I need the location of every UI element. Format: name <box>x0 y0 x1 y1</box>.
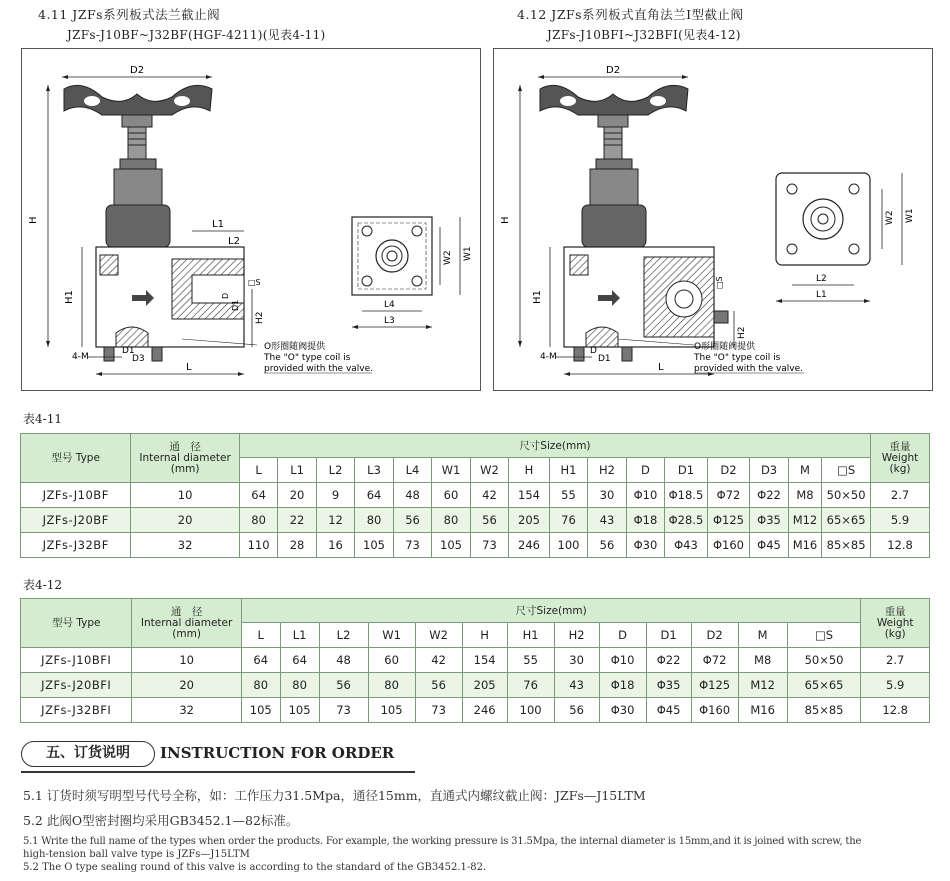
size-col-header: □S <box>822 458 871 483</box>
cell-size: Φ30 <box>626 533 664 558</box>
header-model: 型号 Type <box>21 599 132 648</box>
size-col-header: D <box>626 458 664 483</box>
cell-size: 56 <box>554 698 599 723</box>
cell-size: Φ160 <box>691 698 738 723</box>
cell-size: 22 <box>278 508 316 533</box>
cell-size: 55 <box>507 648 554 673</box>
cell-size: Φ43 <box>665 533 708 558</box>
valve-drawing-412 <box>494 49 932 390</box>
order-heading-rule <box>21 771 415 773</box>
dim-s-label: □S <box>248 278 261 287</box>
size-col-header: M <box>788 458 821 483</box>
header-weight <box>871 434 930 483</box>
table-411-label: 表4-11 <box>23 412 62 426</box>
dim-w1-label: W1 <box>463 246 473 261</box>
cell-size: 110 <box>239 533 277 558</box>
size-col-header: D1 <box>646 623 691 648</box>
cell-size: 73 <box>393 533 431 558</box>
header-diameter <box>131 434 239 483</box>
cell-size: 43 <box>554 673 599 698</box>
order-p1-en-a: 5.1 Write the full name of the types when order the products. For example, the working pressure is 31.5Mpa, the internal diameter is 15mm,and it is joined with screw, the <box>23 836 862 847</box>
cell-size: 105 <box>241 698 280 723</box>
cell-size: 30 <box>588 483 626 508</box>
cell-size: Φ45 <box>646 698 691 723</box>
order-p2-cn: 5.2 此阀O型密封圈均采用GB3452.1—82标准。 <box>23 813 299 828</box>
cell-diameter: 20 <box>132 673 241 698</box>
cell-model: JZFs-J32BF <box>21 533 131 558</box>
size-col-header: L <box>241 623 280 648</box>
cell-size: Φ35 <box>646 673 691 698</box>
cell-size: 56 <box>393 508 431 533</box>
cell-weight: 5.9 <box>871 508 930 533</box>
cell-size: 64 <box>239 483 277 508</box>
cell-size: 76 <box>549 508 587 533</box>
cell-size: 85×85 <box>822 533 871 558</box>
header-weight-unit: (kg) <box>884 627 906 640</box>
cell-size: 80 <box>432 508 470 533</box>
cell-size: 205 <box>462 673 507 698</box>
dim-h2-label: H2 <box>737 326 747 339</box>
dim-d1-label: D1 <box>231 299 240 311</box>
cell-weight: 12.8 <box>861 698 930 723</box>
cell-diameter: 10 <box>131 483 239 508</box>
cell-size: Φ45 <box>750 533 788 558</box>
cell-size: 50×50 <box>787 648 861 673</box>
cell-size: 16 <box>316 533 354 558</box>
table-row <box>21 483 930 508</box>
dim-d2-label: D2 <box>130 65 145 76</box>
size-col-header: M <box>738 623 787 648</box>
table-row <box>21 533 930 558</box>
size-col-header: H1 <box>507 623 554 648</box>
header-weight-en: Weight <box>876 616 914 629</box>
cell-size: 65×65 <box>787 673 861 698</box>
cell-model: JZFs-J20BF <box>21 508 131 533</box>
size-col-header: H2 <box>554 623 599 648</box>
dim-d1-label: D1 <box>598 354 611 364</box>
dim-l4-label: L4 <box>384 300 395 310</box>
order-p2-en: 5.2 The O type sealing round of this valve is according to the standard of the GB3452.1-82. <box>23 862 487 873</box>
cell-weight: 5.9 <box>861 673 930 698</box>
oring-note-en1: The "O" type coil is <box>694 353 781 363</box>
dim-l-label: L <box>658 362 664 373</box>
cell-size: 30 <box>554 648 599 673</box>
header-diameter-en: Internal diameter <box>140 616 233 629</box>
header-diameter <box>132 599 241 648</box>
cell-size: 105 <box>432 533 470 558</box>
dim-s-label: □S <box>715 276 724 289</box>
dim-d2-label: D2 <box>606 65 621 76</box>
cell-size: Φ35 <box>750 508 788 533</box>
size-col-header: H1 <box>549 458 587 483</box>
header-diameter-unit: (mm) <box>172 627 201 640</box>
cell-diameter: 32 <box>132 698 241 723</box>
header-weight-cn: 重量 <box>884 605 906 618</box>
section-411-subtitle: JZFs-J10BF~J32BF(HGF-4211)(见表4-11) <box>67 28 326 42</box>
order-heading-en: INSTRUCTION FOR ORDER <box>160 744 395 762</box>
cell-size: 55 <box>549 483 587 508</box>
size-col-header: H2 <box>588 458 626 483</box>
dim-d3-label: D3 <box>132 354 145 364</box>
cell-size: 105 <box>368 698 415 723</box>
cell-model: JZFs-J10BFI <box>21 648 132 673</box>
dim-l3-label: L3 <box>384 316 395 326</box>
table-row <box>21 508 930 533</box>
header-model: 型号 Type <box>21 434 131 483</box>
cell-size: 56 <box>470 508 508 533</box>
size-col-header: D2 <box>691 623 738 648</box>
size-col-header: L3 <box>355 458 393 483</box>
oring-note-cn: O形圈随阀提供 <box>264 342 326 352</box>
dim-w2-label: W2 <box>443 250 453 265</box>
cell-size: 73 <box>319 698 368 723</box>
size-col-header: W2 <box>470 458 508 483</box>
cell-size: 64 <box>355 483 393 508</box>
size-col-header: D2 <box>707 458 750 483</box>
cell-size: 80 <box>368 673 415 698</box>
size-col-header: L2 <box>319 623 368 648</box>
cell-size: 48 <box>393 483 431 508</box>
dim-m-label: 4-M <box>540 352 557 362</box>
cell-size: 246 <box>462 698 507 723</box>
cell-size: 154 <box>509 483 550 508</box>
size-col-header: L1 <box>280 623 319 648</box>
size-col-header: L4 <box>393 458 431 483</box>
header-weight-en: Weight <box>881 451 919 464</box>
oring-note-cn: O形圈随阀提供 <box>694 342 756 352</box>
cell-size: 76 <box>507 673 554 698</box>
cell-model: JZFs-J20BFI <box>21 673 132 698</box>
cell-size: Φ22 <box>646 648 691 673</box>
cell-size: 42 <box>470 483 508 508</box>
cell-size: 28 <box>278 533 316 558</box>
order-p1-cn: 5.1 订货时须写明型号代号全称，如：工作压力31.5Mpa，通径15mm，直通式内螺纹截止阀：JZFs—J15LTM <box>23 788 646 803</box>
cell-size: Φ10 <box>626 483 664 508</box>
table-row <box>21 648 930 673</box>
cell-size: 60 <box>368 648 415 673</box>
cell-size: 80 <box>355 508 393 533</box>
cell-size: 64 <box>241 648 280 673</box>
table-row <box>21 673 930 698</box>
size-col-header: L <box>239 458 277 483</box>
dim-h1-label: H1 <box>532 290 543 304</box>
cell-size: 205 <box>509 508 550 533</box>
cell-weight: 2.7 <box>861 648 930 673</box>
oring-note-en1: The "O" type coil is <box>264 353 351 363</box>
cell-size: Φ18.5 <box>665 483 708 508</box>
cell-size: Φ30 <box>599 698 646 723</box>
dim-h1-label: H1 <box>64 290 75 304</box>
cell-size: Φ72 <box>691 648 738 673</box>
cell-size: 100 <box>549 533 587 558</box>
dim-l2-label: L2 <box>816 274 827 284</box>
cell-size: 85×85 <box>787 698 861 723</box>
dim-w2-label: W2 <box>885 210 895 225</box>
cell-size: Φ72 <box>707 483 750 508</box>
cell-size: M8 <box>738 648 787 673</box>
cell-size: 43 <box>588 508 626 533</box>
cell-size: M12 <box>738 673 787 698</box>
cell-size: 42 <box>415 648 462 673</box>
cell-size: 9 <box>316 483 354 508</box>
dim-m-label: 4-M <box>72 352 89 362</box>
cell-model: JZFs-J32BFI <box>21 698 132 723</box>
order-heading-cn: 五、订货说明 <box>21 741 155 767</box>
size-col-header: D1 <box>665 458 708 483</box>
size-col-header: H <box>509 458 550 483</box>
cell-weight: 12.8 <box>871 533 930 558</box>
cell-size: 20 <box>278 483 316 508</box>
cell-size: M16 <box>738 698 787 723</box>
size-col-header: D <box>599 623 646 648</box>
oring-note-en2: provided with the valve. <box>264 364 374 374</box>
dim-l1-label: L1 <box>816 290 827 300</box>
size-col-header: W1 <box>432 458 470 483</box>
cell-size: 12 <box>316 508 354 533</box>
dim-h2-label: H2 <box>255 311 265 324</box>
valve-drawing-411 <box>22 49 480 390</box>
cell-size: Φ22 <box>750 483 788 508</box>
cell-size: 154 <box>462 648 507 673</box>
table-row <box>21 698 930 723</box>
size-col-header: L1 <box>278 458 316 483</box>
cell-size: Φ28.5 <box>665 508 708 533</box>
section-412-title: 4.12 JZFs系列板式直角法兰I型截止阀 <box>517 7 744 22</box>
header-weight-unit: (kg) <box>889 462 911 475</box>
header-diameter-cn: 通 径 <box>170 605 203 618</box>
cell-size: 100 <box>507 698 554 723</box>
cell-size: Φ18 <box>626 508 664 533</box>
dim-d-label: D <box>590 346 597 356</box>
cell-size: 80 <box>239 508 277 533</box>
cell-size: 246 <box>509 533 550 558</box>
cell-diameter: 32 <box>131 533 239 558</box>
size-col-header: W2 <box>415 623 462 648</box>
size-col-header: W1 <box>368 623 415 648</box>
cell-size: 56 <box>588 533 626 558</box>
header-diameter-en: Internal diameter <box>139 451 231 464</box>
header-diameter-unit: (mm) <box>170 462 200 475</box>
cell-weight: 2.7 <box>871 483 930 508</box>
cell-diameter: 20 <box>131 508 239 533</box>
cell-size: 80 <box>280 673 319 698</box>
header-weight-cn: 重量 <box>889 440 911 453</box>
cell-size: Φ160 <box>707 533 750 558</box>
cell-size: 56 <box>415 673 462 698</box>
drawing-412-panel <box>493 48 933 391</box>
cell-size: M12 <box>788 508 821 533</box>
header-size: 尺寸Size(mm) <box>241 599 861 623</box>
table-412 <box>20 598 930 723</box>
cell-size: M16 <box>788 533 821 558</box>
dim-l1-label: L1 <box>212 219 224 230</box>
dim-w1-label: W1 <box>905 208 915 223</box>
header-diameter-cn: 通 径 <box>169 440 201 453</box>
dim-d-label: D <box>221 292 230 299</box>
dim-d1b-label: D1 <box>122 346 135 356</box>
dim-l2-label: L2 <box>228 236 240 247</box>
cell-size: Φ125 <box>691 673 738 698</box>
section-412-subtitle: JZFs-J10BFI~J32BFI(见表4-12) <box>547 28 741 42</box>
header-weight <box>861 599 930 648</box>
cell-size: 48 <box>319 648 368 673</box>
cell-size: 65×65 <box>822 508 871 533</box>
cell-size: Φ10 <box>599 648 646 673</box>
cell-diameter: 10 <box>132 648 241 673</box>
cell-size: Φ125 <box>707 508 750 533</box>
cell-size: M8 <box>788 483 821 508</box>
cell-size: 56 <box>319 673 368 698</box>
dim-h-label: H <box>500 216 511 224</box>
dim-h-label: H <box>28 216 39 224</box>
order-p1-en-b: high-tension ball valve type is JZFs—J15LTM <box>23 849 250 860</box>
size-col-header: H <box>462 623 507 648</box>
cell-size: 73 <box>470 533 508 558</box>
drawing-411-panel <box>21 48 481 391</box>
size-col-header: L2 <box>316 458 354 483</box>
cell-size: 60 <box>432 483 470 508</box>
cell-size: Φ18 <box>599 673 646 698</box>
cell-size: 64 <box>280 648 319 673</box>
cell-size: 50×50 <box>822 483 871 508</box>
cell-size: 105 <box>280 698 319 723</box>
section-411-title: 4.11 JZFs系列板式法兰截止阀 <box>38 7 221 22</box>
cell-size: 105 <box>355 533 393 558</box>
size-col-header: □S <box>787 623 861 648</box>
size-col-header: D3 <box>750 458 788 483</box>
table-412-label: 表4-12 <box>23 578 62 592</box>
header-size: 尺寸Size(mm) <box>239 434 870 458</box>
dim-l-label: L <box>186 362 192 373</box>
oring-note-en2: provided with the valve. <box>694 364 804 374</box>
cell-size: 80 <box>241 673 280 698</box>
table-411 <box>20 433 930 558</box>
cell-model: JZFs-J10BF <box>21 483 131 508</box>
cell-size: 73 <box>415 698 462 723</box>
